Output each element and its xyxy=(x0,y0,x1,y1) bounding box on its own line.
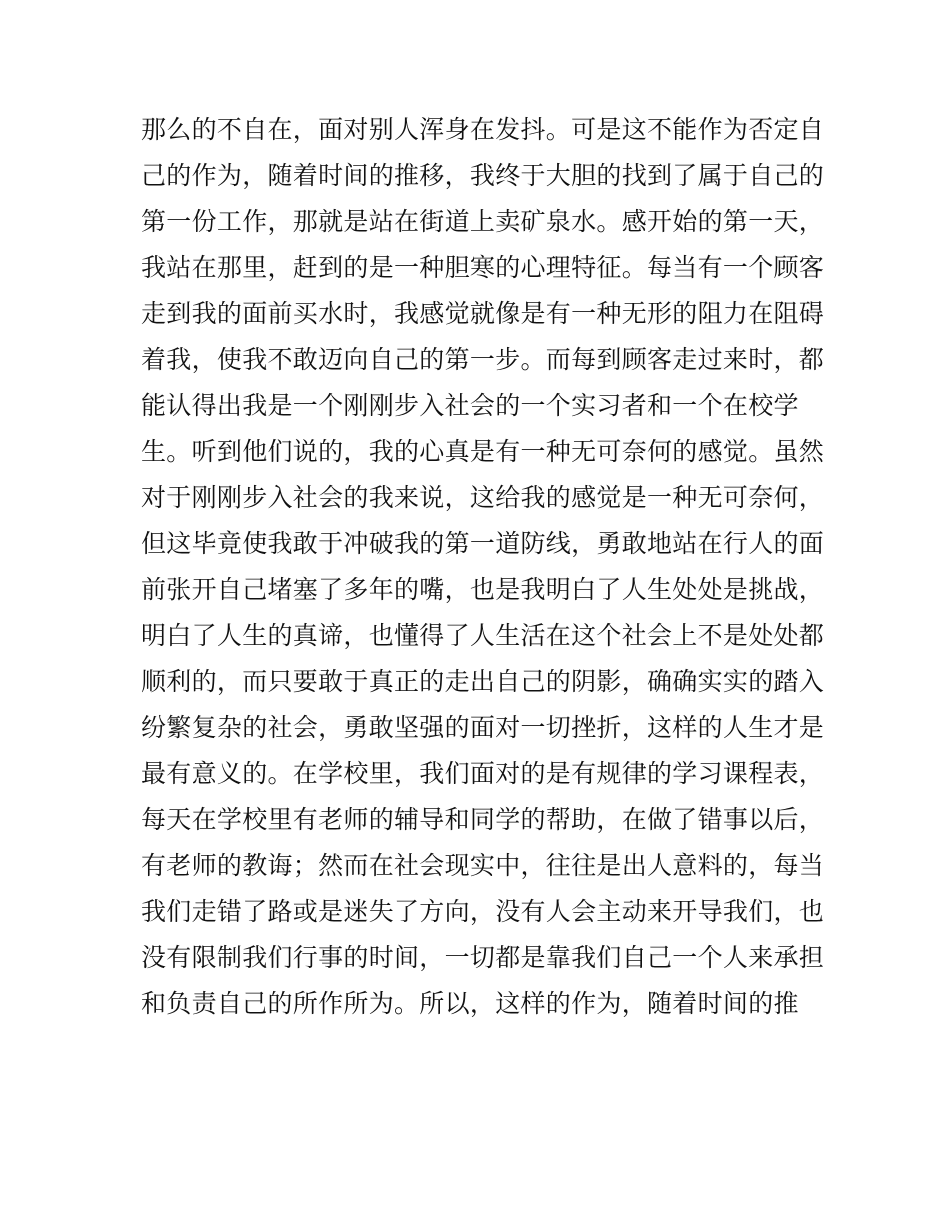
text-line: 着我，使我不敢迈向自己的第一步。而每到顾客走过来时，都 xyxy=(141,345,825,374)
body-paragraph xyxy=(141,107,841,1027)
text-line: 己的作为，随着时间的推移，我终于大胆的找到了属于自己的 xyxy=(141,161,825,190)
text-line: 生。听到他们说的，我的心真是有一种无可奈何的感觉。虽然 xyxy=(141,437,825,466)
text-line: 明白了人生的真谛，也懂得了人生活在这个社会上不是处处都 xyxy=(141,621,825,650)
text-line: 每天在学校里有老师的辅导和同学的帮助，在做了错事以后， xyxy=(141,805,825,834)
text-line: 前张开自己堵塞了多年的嘴，也是我明白了人生处处是挑战， xyxy=(141,575,825,604)
text-line: 能认得出我是一个刚刚步入社会的一个实习者和一个在校学 xyxy=(141,391,799,420)
text-line: 我站在那里，赶到的是一种胆寒的心理特征。每当有一个顾客 xyxy=(141,253,825,282)
text-line: 纷繁复杂的社会，勇敢坚强的面对一切挫折，这样的人生才是 xyxy=(141,713,825,742)
text-line: 我们走错了路或是迷失了方向，没有人会主动来开导我们，也 xyxy=(141,897,825,926)
text-line: 没有限制我们行事的时间，一切都是靠我们自己一个人来承担 xyxy=(141,943,825,972)
text-line: 和负责自己的所作所为。所以，这样的作为，随着时间的推 xyxy=(141,989,799,1018)
text-line: 第一份工作，那就是站在街道上卖矿泉水。感开始的第一天， xyxy=(141,207,825,236)
text-line: 走到我的面前买水时，我感觉就像是有一种无形的阻力在阻碍 xyxy=(141,299,825,328)
text-line: 有老师的教诲；然而在社会现实中，往往是出人意料的，每当 xyxy=(141,851,825,880)
text-line: 最有意义的。在学校里，我们面对的是有规律的学习课程表， xyxy=(141,759,825,788)
text-line: 对于刚刚步入社会的我来说，这给我的感觉是一种无可奈何， xyxy=(141,483,825,512)
text-line: 顺利的，而只要敢于真正的走出自己的阴影，确确实实的踏入 xyxy=(141,667,825,696)
text-line: 那么的不自在，面对别人浑身在发抖。可是这不能作为否定自 xyxy=(141,115,825,144)
text-line: 但这毕竟使我敢于冲破我的第一道防线，勇敢地站在行人的面 xyxy=(141,529,825,558)
